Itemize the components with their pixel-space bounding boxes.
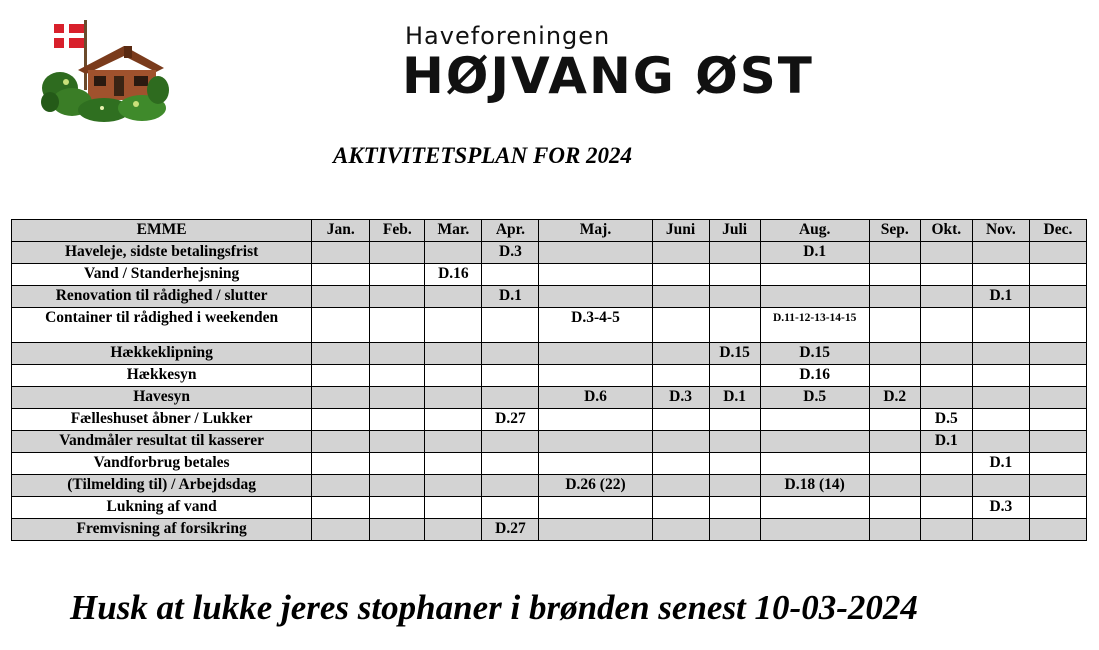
date-cell xyxy=(312,308,370,343)
danish-flag-icon xyxy=(54,24,84,48)
table-row xyxy=(12,497,1087,519)
date-cell xyxy=(652,497,709,519)
column-header: Maj. xyxy=(539,220,652,242)
date-cell xyxy=(652,242,709,264)
date-cell xyxy=(312,242,370,264)
date-cell xyxy=(760,431,869,453)
date-cell xyxy=(312,431,370,453)
date-cell xyxy=(709,286,760,308)
date-cell xyxy=(869,431,920,453)
date-cell xyxy=(760,453,869,475)
date-cell xyxy=(920,475,972,497)
date-cell xyxy=(1029,475,1086,497)
date-cell: D.27 xyxy=(482,409,539,431)
date-cell xyxy=(972,387,1029,409)
activity-cell: Fremvisning af forsikring xyxy=(12,519,312,541)
date-cell xyxy=(709,475,760,497)
date-cell: D.1 xyxy=(920,431,972,453)
date-cell xyxy=(482,387,539,409)
date-cell xyxy=(920,343,972,365)
date-cell: D.15 xyxy=(760,343,869,365)
date-cell xyxy=(370,409,425,431)
date-cell xyxy=(482,343,539,365)
date-cell xyxy=(972,242,1029,264)
date-cell xyxy=(312,365,370,387)
date-cell xyxy=(869,343,920,365)
date-cell xyxy=(312,264,370,286)
table-row xyxy=(12,387,1087,409)
date-cell xyxy=(425,308,482,343)
date-cell xyxy=(1029,242,1086,264)
date-cell: D.1 xyxy=(972,453,1029,475)
activity-cell: Hækkeklipning xyxy=(12,343,312,365)
activity-cell: Renovation til rådighed / slutter xyxy=(12,286,312,308)
date-cell xyxy=(652,453,709,475)
date-cell xyxy=(709,365,760,387)
table-row xyxy=(12,308,1087,343)
table-row xyxy=(12,431,1087,453)
date-cell xyxy=(370,453,425,475)
column-header: Okt. xyxy=(920,220,972,242)
activity-cell: Vandmåler resultat til kasserer xyxy=(12,431,312,453)
activity-cell: Vand / Standerhejsning xyxy=(12,264,312,286)
date-cell: D.11-12-13-14-15 xyxy=(760,308,869,343)
date-cell xyxy=(482,475,539,497)
date-cell xyxy=(539,431,652,453)
date-cell xyxy=(709,308,760,343)
date-cell xyxy=(652,431,709,453)
date-cell xyxy=(920,308,972,343)
date-cell: D.27 xyxy=(482,519,539,541)
table-row xyxy=(12,343,1087,365)
date-cell xyxy=(709,453,760,475)
date-cell: D.1 xyxy=(482,286,539,308)
date-cell xyxy=(425,343,482,365)
date-cell: D.1 xyxy=(760,242,869,264)
date-cell xyxy=(869,365,920,387)
date-cell xyxy=(972,343,1029,365)
column-header: Jan. xyxy=(312,220,370,242)
column-header: Juli xyxy=(709,220,760,242)
date-cell xyxy=(1029,387,1086,409)
date-cell xyxy=(652,475,709,497)
date-cell: D.16 xyxy=(425,264,482,286)
activity-cell: Vandforbrug betales xyxy=(12,453,312,475)
date-cell xyxy=(709,409,760,431)
date-cell xyxy=(312,453,370,475)
org-name-logo: HØJVANG ØST xyxy=(402,47,814,105)
date-cell xyxy=(1029,409,1086,431)
date-cell xyxy=(920,387,972,409)
date-cell xyxy=(1029,264,1086,286)
house-chimney xyxy=(124,46,132,58)
date-cell xyxy=(869,475,920,497)
date-cell xyxy=(1029,308,1086,343)
date-cell xyxy=(652,264,709,286)
date-cell xyxy=(869,409,920,431)
date-cell xyxy=(760,519,869,541)
date-cell xyxy=(482,365,539,387)
column-header: Dec. xyxy=(1029,220,1086,242)
date-cell xyxy=(1029,519,1086,541)
date-cell xyxy=(312,519,370,541)
date-cell xyxy=(869,519,920,541)
date-cell xyxy=(370,286,425,308)
date-cell: D.2 xyxy=(869,387,920,409)
activity-cell: Fælleshuset åbner / Lukker xyxy=(12,409,312,431)
date-cell: D.3 xyxy=(482,242,539,264)
clubhouse-logo-image xyxy=(38,18,170,124)
date-cell xyxy=(1029,365,1086,387)
date-cell xyxy=(869,453,920,475)
stopcock-reminder: Husk at lukke jeres stophaner i brønden senest 10-03-2024 xyxy=(70,588,918,627)
date-cell xyxy=(539,343,652,365)
column-header: Juni xyxy=(652,220,709,242)
table-row xyxy=(12,409,1087,431)
date-cell xyxy=(709,264,760,286)
plan-title: AKTIVITETSPLAN FOR 2024 xyxy=(333,143,633,168)
date-cell xyxy=(539,519,652,541)
date-cell xyxy=(972,308,1029,343)
activity-cell: Hækkesyn xyxy=(12,365,312,387)
column-header: EMME xyxy=(12,220,312,242)
date-cell xyxy=(652,409,709,431)
date-cell xyxy=(370,264,425,286)
column-header: Aug. xyxy=(760,220,869,242)
column-header: Apr. xyxy=(482,220,539,242)
date-cell xyxy=(370,497,425,519)
date-cell: D.18 (14) xyxy=(760,475,869,497)
date-cell xyxy=(869,497,920,519)
date-cell xyxy=(920,497,972,519)
table-row xyxy=(12,264,1087,286)
date-cell xyxy=(370,387,425,409)
date-cell xyxy=(312,387,370,409)
date-cell: D.1 xyxy=(972,286,1029,308)
date-cell xyxy=(1029,453,1086,475)
date-cell xyxy=(972,431,1029,453)
date-cell xyxy=(312,286,370,308)
date-cell xyxy=(370,242,425,264)
date-cell xyxy=(425,365,482,387)
table-row xyxy=(12,286,1087,308)
table-row xyxy=(12,365,1087,387)
date-cell xyxy=(482,431,539,453)
date-cell xyxy=(425,242,482,264)
org-subtitle: Haveforeningen xyxy=(405,22,611,50)
date-cell xyxy=(539,365,652,387)
flag-pole xyxy=(84,20,87,90)
column-header: Nov. xyxy=(972,220,1029,242)
date-cell: D.16 xyxy=(760,365,869,387)
date-cell: D.3-4-5 xyxy=(539,308,652,343)
date-cell: D.26 (22) xyxy=(539,475,652,497)
date-cell xyxy=(972,519,1029,541)
activity-cell: Havesyn xyxy=(12,387,312,409)
column-header: Mar. xyxy=(425,220,482,242)
date-cell xyxy=(482,308,539,343)
date-cell xyxy=(425,475,482,497)
date-cell xyxy=(425,286,482,308)
table-row xyxy=(12,242,1087,264)
date-cell: D.5 xyxy=(920,409,972,431)
date-cell: D.1 xyxy=(709,387,760,409)
column-header: Feb. xyxy=(370,220,425,242)
date-cell xyxy=(425,453,482,475)
activity-schedule-table xyxy=(11,219,1087,541)
date-cell xyxy=(652,365,709,387)
date-cell: D.3 xyxy=(652,387,709,409)
date-cell xyxy=(760,286,869,308)
date-cell: D.6 xyxy=(539,387,652,409)
date-cell xyxy=(920,264,972,286)
date-cell xyxy=(869,286,920,308)
date-cell xyxy=(370,365,425,387)
date-cell xyxy=(920,519,972,541)
date-cell xyxy=(482,453,539,475)
date-cell xyxy=(370,343,425,365)
date-cell xyxy=(972,409,1029,431)
date-cell xyxy=(370,308,425,343)
date-cell xyxy=(869,242,920,264)
date-cell xyxy=(1029,431,1086,453)
date-cell xyxy=(539,497,652,519)
date-cell: D.15 xyxy=(709,343,760,365)
date-cell xyxy=(972,475,1029,497)
date-cell xyxy=(869,308,920,343)
date-cell xyxy=(482,264,539,286)
table-header-row xyxy=(12,220,1087,242)
date-cell xyxy=(709,431,760,453)
date-cell: D.3 xyxy=(972,497,1029,519)
date-cell xyxy=(312,475,370,497)
date-cell xyxy=(425,497,482,519)
date-cell: D.5 xyxy=(760,387,869,409)
date-cell xyxy=(539,242,652,264)
date-cell xyxy=(312,497,370,519)
table-row xyxy=(12,453,1087,475)
date-cell xyxy=(1029,497,1086,519)
date-cell xyxy=(709,242,760,264)
date-cell xyxy=(760,497,869,519)
date-cell xyxy=(539,409,652,431)
date-cell xyxy=(760,264,869,286)
date-cell xyxy=(972,264,1029,286)
date-cell xyxy=(709,519,760,541)
table-row xyxy=(12,519,1087,541)
date-cell xyxy=(370,519,425,541)
activity-cell: (Tilmelding til) / Arbejdsdag xyxy=(12,475,312,497)
date-cell xyxy=(539,453,652,475)
activity-cell: Haveleje, sidste betalingsfrist xyxy=(12,242,312,264)
date-cell xyxy=(920,286,972,308)
date-cell xyxy=(1029,343,1086,365)
date-cell xyxy=(869,264,920,286)
date-cell xyxy=(425,519,482,541)
date-cell xyxy=(760,409,869,431)
date-cell xyxy=(425,431,482,453)
date-cell xyxy=(425,387,482,409)
date-cell xyxy=(972,365,1029,387)
date-cell xyxy=(920,242,972,264)
date-cell xyxy=(370,431,425,453)
date-cell xyxy=(312,343,370,365)
date-cell xyxy=(370,475,425,497)
activity-cell: Container til rådighed i weekenden xyxy=(12,308,312,343)
date-cell xyxy=(652,519,709,541)
date-cell xyxy=(539,264,652,286)
date-cell xyxy=(539,286,652,308)
date-cell xyxy=(920,453,972,475)
table-row xyxy=(12,475,1087,497)
date-cell xyxy=(312,409,370,431)
date-cell xyxy=(482,497,539,519)
date-cell xyxy=(652,343,709,365)
house-roof xyxy=(78,46,164,74)
activity-cell: Lukning af vand xyxy=(12,497,312,519)
column-header: Sep. xyxy=(869,220,920,242)
date-cell xyxy=(920,365,972,387)
date-cell xyxy=(709,497,760,519)
date-cell xyxy=(652,286,709,308)
date-cell xyxy=(425,409,482,431)
date-cell xyxy=(652,308,709,343)
date-cell xyxy=(1029,286,1086,308)
